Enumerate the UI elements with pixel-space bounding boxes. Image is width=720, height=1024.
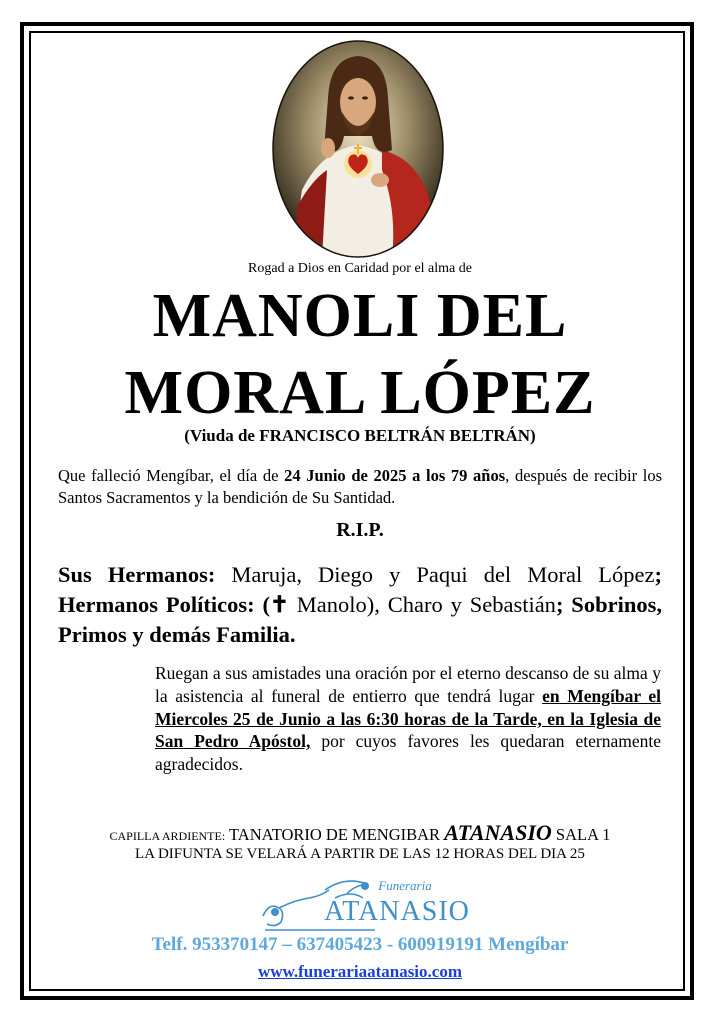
deceased-name-line2: MORAL LÓPEZ [124, 359, 596, 427]
family-paragraph [58, 560, 662, 650]
logo-big-text: ATANASIO [324, 896, 470, 927]
death-notice-part2: , después de recibir los Santos Sacramentos y la bendición de Su Santidad. [58, 466, 663, 507]
chapel-label: CAPILLA ARDIENTE: [109, 829, 226, 843]
prayer-line: Rogad a Dios en Caridad por el alma de [248, 261, 472, 276]
rip-heading: R.I.P. [336, 519, 384, 541]
funeral-details: en Mengíbar el Miercoles 25 de Junio a las 6:30 horas de la Tarde, en la Iglesia de San Pedro Apóstol, [155, 685, 661, 752]
inlaws-names: Manolo), Charo y Sebastián [288, 592, 556, 617]
chapel-place: TANATORIO DE MENGIBAR [225, 825, 445, 844]
phone-numbers: Telf. 953370147 – 637405423 - 600919191 Mengíbar [151, 934, 569, 955]
cross-icon: ✝ [269, 592, 289, 617]
logo-small-text: Funeraria [378, 878, 432, 893]
vigil-line: LA DIFUNTA SE VELARÁ A PARTIR DE LAS 12 HORAS DEL DIA 25 [135, 846, 585, 862]
death-date: 24 Junio de 2025 a los 79 años [284, 466, 506, 485]
website-link[interactable]: www.funerariaatanasio.com [258, 962, 462, 981]
death-notice-part1: Que falleció Mengíbar, el día de [58, 466, 285, 485]
deceased-name-line1: MANOLI DEL [152, 282, 568, 350]
funeral-closing: por cuyos favores les quedaran eternamente agradecidos. [155, 731, 661, 775]
death-notice [58, 465, 662, 509]
siblings-label: Sus Hermanos: [58, 562, 216, 587]
sacred-heart-portrait [272, 40, 444, 258]
other-relatives: ; Sobrinos, Primos y demás Familia. [58, 592, 662, 647]
chapel-line [0, 820, 720, 846]
siblings-names: Maruja, Diego y Paqui del Moral López [215, 562, 655, 587]
inlaws-label: ; Hermanos Políticos: ( [58, 562, 663, 617]
funeral-paragraph [155, 662, 661, 776]
chapel-brand: ATANASIO [444, 820, 552, 845]
funeral-intro: Ruegan a sus amistades una oración por el eterno descanso de su alma y la asistencia al funeral de entierro que tendrá lugar [155, 663, 661, 706]
chapel-room: SALA 1 [551, 825, 611, 844]
widow-of-line: (Viuda de FRANCISCO BELTRÁN BELTRÁN) [184, 426, 536, 445]
funeraria-atanasio-logo [255, 868, 475, 938]
